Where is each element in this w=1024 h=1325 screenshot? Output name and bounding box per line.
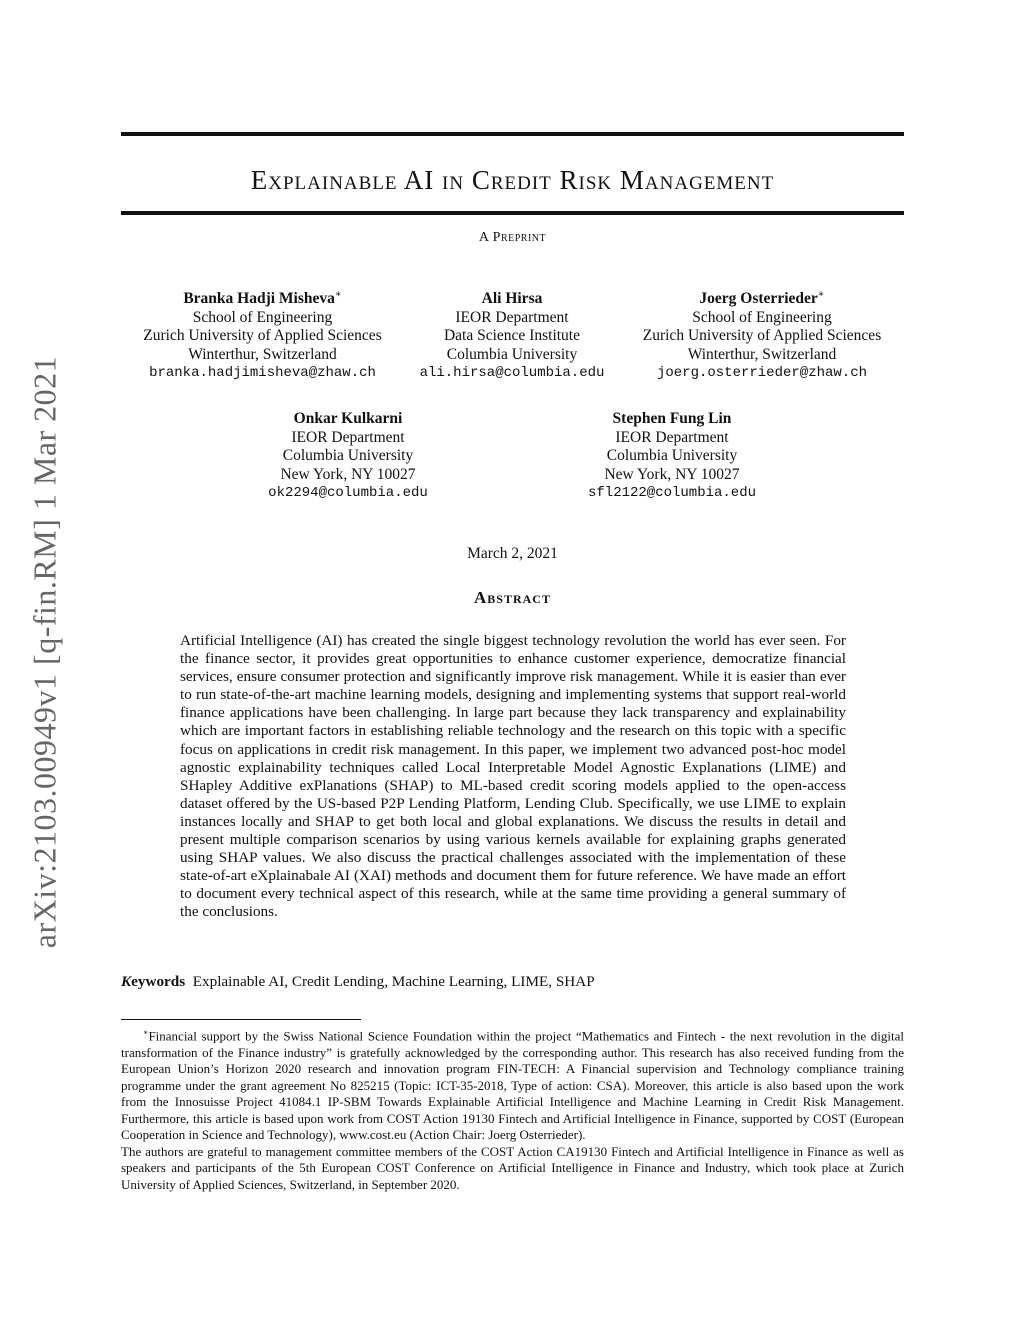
- keywords-line: [121, 973, 904, 991]
- paper-title: Explainable AI in Credit Risk Management: [250, 165, 775, 195]
- footnote-marker: ∗: [817, 289, 825, 300]
- author-name: Stephen Fung Lin: [612, 410, 732, 428]
- footnote: [121, 1025, 904, 1193]
- footnote-rule: [121, 1019, 361, 1020]
- author-affiliation: IEOR Department: [615, 428, 729, 446]
- author-affiliation: IEOR Department: [291, 428, 405, 446]
- author-block: [238, 406, 458, 503]
- author-affiliation: Columbia University: [282, 447, 414, 465]
- author-block: [620, 286, 904, 383]
- author-block: [562, 406, 782, 503]
- author-affiliation: Data Science Institute: [443, 327, 580, 345]
- preprint-label: A Preprint: [478, 230, 547, 245]
- author-email[interactable]: ali.hirsa@columbia.edu: [419, 365, 605, 382]
- author-email[interactable]: sfl2122@columbia.edu: [587, 485, 757, 502]
- arxiv-id: arXiv:2103.00949v1 [q-fin.RM] 1 Mar 2021: [26, 355, 63, 949]
- author-affiliation: School of Engineering: [692, 308, 832, 326]
- author-name: Joerg Osterrieder: [699, 290, 818, 308]
- author-location: Winterthur, Switzerland: [188, 345, 337, 363]
- author-location: Columbia University: [446, 345, 578, 363]
- author-email[interactable]: ok2294@columbia.edu: [268, 485, 428, 502]
- abstract-body: Artificial Intelligence (AI) has created the single biggest technology revolution the world has ever seen. For the finance sector, it provides great opportunities to enhance customer experience, democratize financial services, ensure consumer protection and significantly improve risk management. While it is easier than ever to run state-of-the-art machine learning models, designing and implementing systems that support real-world finance applications have been challenging. In large part because they lack transparency and explainability which are important factors in establishing reliable technology and the research on this topic with a specific focus on applications in credit risk management. In this paper, we implement two advanced post-hoc model agnostic explainability techniques called Local Interpretable Model Agnostic Explanations (LIME) and SHapley Additive exPlanations (SHAP) to ML-based credit scoring models applied to the open-access dataset offered by the US-based P2P Lending Platform, Lending Club. Specifically, we use LIME to explain instances locally and SHAP to get both local and global explanations. We discuss the results in detail and present multiple comparison scenarios by using various kernels available for explaining graphs generated using SHAP values. We also discuss the practical challenges associated with the implementation of these state-of-art eXplainabale AI (XAI) methods and document them for future reference. We have made an effort to document every technical aspect of this research, while at the same time providing a general summary of the conclusions.: [180, 632, 846, 921]
- abstract-heading: Abstract: [474, 588, 551, 607]
- author-affiliation: IEOR Department: [455, 308, 569, 326]
- author-email[interactable]: branka.hadjimisheva@zhaw.ch: [149, 365, 376, 382]
- keywords-label: Keywords: [121, 973, 186, 990]
- title-top-rule: [121, 132, 904, 136]
- publication-date: March 2, 2021: [467, 545, 558, 562]
- keywords-list: Explainable AI, Credit Lending, Machine Learning, LIME, SHAP: [192, 973, 595, 990]
- author-affiliation: School of Engineering: [192, 308, 333, 326]
- author-affiliation: Zurich University of Applied Sciences: [642, 327, 882, 345]
- author-name: Onkar Kulkarni: [293, 410, 403, 428]
- author-block: [121, 286, 404, 383]
- footnote-funding: Financial support by the Swiss National Science Foundation within the project “Mathematics and Fintech - the next revolution in the digital transformation of the Finance industry” is gratefully acknowledged by the corresponding author. This research has also received funding from the European Union’s Horizon 2020 research and innovation program FIN-TECH: A Financial supervision and Technology compliance training programme under the grant agreement No 825215 (Topic: ICT-35-2018, Type of action: CSA). Moreover, this article is also based upon the work from the Innosuisse Project 41084.1 IP-SBM Towards Explainable Artificial Intelligence and Machine Learning in Credit Risk Management. Furthermore, this article is based upon work from COST Action 19130 Fintech and Artificial Intelligence in Finance, supported by COST (European Cooperation in Science and Technology), www.cost.eu (Action Chair: Joerg Osterrieder).: [121, 1028, 904, 1143]
- author-location: Winterthur, Switzerland: [687, 345, 837, 363]
- author-name: Branka Hadji Misheva: [183, 290, 335, 308]
- footnote-marker: ∗: [143, 1028, 149, 1037]
- footnote-marker: ∗: [334, 289, 342, 300]
- author-block: [404, 286, 620, 383]
- author-location: New York, NY 10027: [280, 465, 416, 483]
- title-bottom-rule: [121, 211, 904, 215]
- footnote-acknowledgement: The authors are grateful to management committee members of the COST Action CA19130 Fintech and Artificial Intelligence in Finance as well as speakers and participants of the 5th European COST Conference on Artificial Intelligence in Finance and Industry, which took place at Zurich University of Applied Sciences, Switzerland, in September 2020.: [121, 1143, 904, 1192]
- author-affiliation: Columbia University: [606, 447, 738, 465]
- author-affiliation: Zurich University of Applied Sciences: [143, 327, 382, 345]
- author-location: New York, NY 10027: [604, 465, 740, 483]
- author-email[interactable]: joerg.osterrieder@zhaw.ch: [656, 365, 868, 382]
- author-name: Ali Hirsa: [481, 290, 543, 308]
